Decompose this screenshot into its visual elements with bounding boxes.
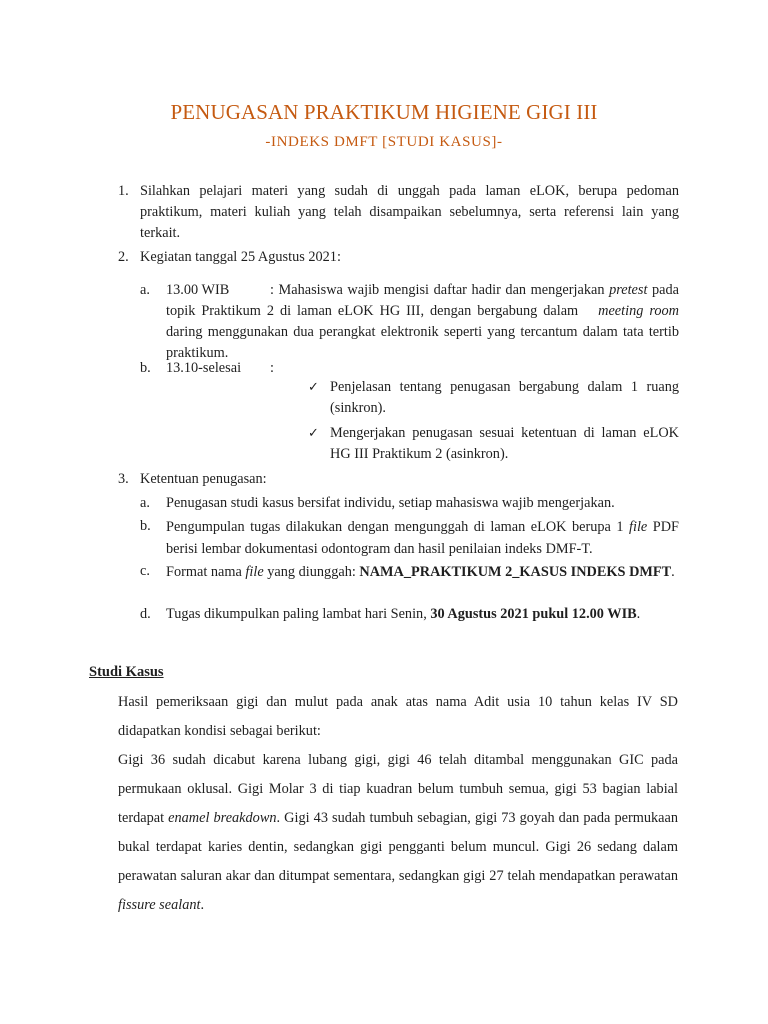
list-number-3: 3. bbox=[118, 471, 129, 487]
ketentuan-d-deadline: 30 Agustus 2021 pukul 12.00 WIB bbox=[430, 606, 637, 622]
case-paragraph-1: Hasil pemeriksaan gigi dan mulut pada anak atas nama Adit usia 10 tahun kelas IV SD didapatkan kondisi sebagai berikut: bbox=[118, 694, 678, 739]
case-p2-fissure-sealant: fissure sealant bbox=[118, 897, 201, 913]
case-p2-enamel-breakdown: enamel breakdown bbox=[168, 810, 277, 826]
case-p2-text-b: . Gigi 43 sudah tumbuh sebagian, gigi 73 goyah dan pada permukaan bukal terdapat karies dentin, sedangkan gigi pengganti belum muncul. Gigi 26 sedang dalam perawatan saluran akar dan ditumpat sementara, sedangkan gigi 27 telah mendapatkan perawatan bbox=[118, 810, 678, 884]
ketentuan-c bbox=[166, 561, 679, 583]
ketentuan-c-text2: yang diunggah: bbox=[267, 564, 356, 580]
item-a-text3: daring menggunakan dua perangkat elektronik seperti yang tercantum dalam tata tertib praktikum. bbox=[166, 324, 679, 361]
list-number-1: 1. bbox=[118, 183, 129, 199]
time-colon: : bbox=[270, 360, 274, 376]
ketentuan-c-dot: . bbox=[671, 564, 675, 580]
page-title: PENUGASAN PRAKTIKUM HIGIENE GIGI III bbox=[170, 100, 598, 124]
check-item-2: Mengerjakan penugasan sesuai ketentuan di laman eLOK HG III Praktikum 2 (asinkron). bbox=[330, 425, 679, 462]
checkmark-icon: ✓ bbox=[308, 380, 319, 395]
ketentuan-c-file: file bbox=[245, 564, 264, 580]
sublist-letter-b: b. bbox=[140, 518, 151, 534]
case-p2-text-a: Gigi 36 sudah dicabut karena lubang gigi, gigi 46 telah ditambal menggunakan GIC pada permukaan oklusal. Gigi Molar 3 di tiap kuadran belum tumbuh semua, gigi 53 bagian labial terdapat bbox=[118, 752, 678, 826]
sublist-letter-d: d. bbox=[140, 606, 151, 622]
sublist-letter-a: a. bbox=[140, 495, 150, 511]
ketentuan-b-text2: PDF berisi lembar dokumentasi odontogram dan hasil penilaian indeks DMF-T. bbox=[166, 519, 680, 557]
list-number-2: 2. bbox=[118, 249, 129, 265]
list-item-2: Kegiatan tanggal 25 Agustus 2021: bbox=[140, 249, 341, 265]
case-paragraph-2 bbox=[118, 746, 678, 920]
page-subtitle: -INDEKS DMFT [STUDI KASUS]- bbox=[265, 134, 503, 150]
ketentuan-d-dot: . bbox=[636, 606, 641, 622]
ketentuan-c-text1: Format nama bbox=[166, 564, 242, 580]
time-13-10: 13.10-selesai bbox=[166, 360, 242, 376]
item-a-meeting-room: meeting room bbox=[598, 303, 679, 319]
ketentuan-b-file: file bbox=[629, 519, 648, 535]
time-13-00: 13.00 WIB bbox=[166, 282, 230, 298]
studi-kasus-heading: Studi Kasus bbox=[89, 664, 164, 680]
sublist-letter-c: c. bbox=[140, 563, 150, 579]
ketentuan-d-text: Tugas dikumpulkan paling lambat hari Senin, bbox=[166, 606, 427, 622]
item-a-pretest: pretest bbox=[609, 282, 648, 298]
check-item-1: Penjelasan tentang penugasan bergabung dalam 1 ruang (sinkron). bbox=[330, 379, 679, 416]
sublist-letter-b: b. bbox=[140, 360, 151, 376]
ketentuan-a: Penugasan studi kasus bersifat individu, setiap mahasiswa wajib mengerjakan. bbox=[166, 495, 615, 511]
checkmark-icon: ✓ bbox=[308, 426, 319, 441]
ketentuan-c-filename-format: NAMA_PRAKTIKUM 2_KASUS INDEKS DMFT bbox=[359, 564, 672, 580]
ketentuan-b bbox=[166, 516, 679, 560]
ketentuan-b-text1: Pengumpulan tugas dilakukan dengan mengunggah di laman eLOK berupa 1 bbox=[166, 519, 624, 535]
sublist-letter-a: a. bbox=[140, 282, 150, 298]
item-a-text1: : Mahasiswa wajib mengisi daftar hadir dan mengerjakan bbox=[270, 282, 605, 298]
case-p2-text-c: . bbox=[200, 897, 205, 913]
list-item-1: Silahkan pelajari materi yang sudah di unggah pada laman eLOK, berupa pedoman praktikum, materi kuliah yang telah disampaikan sebelumnya, serta referensi lain yang terkait. bbox=[140, 183, 679, 241]
item-a-text2: pada topik Praktikum 2 di laman eLOK HG III, dengan bergabung dalam bbox=[166, 282, 680, 319]
sublist-item-a bbox=[166, 280, 679, 364]
ketentuan-d bbox=[166, 604, 679, 625]
list-item-3: Ketentuan penugasan: bbox=[140, 471, 267, 487]
